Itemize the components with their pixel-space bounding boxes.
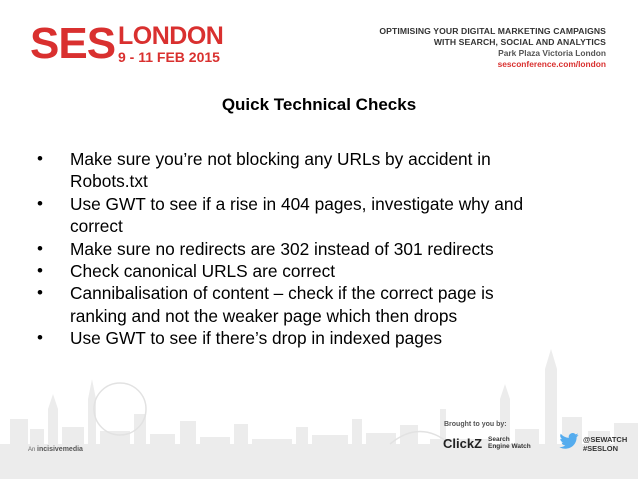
london-skyline-graphic — [0, 339, 638, 479]
bullet-text-line: Make sure you’re not blocking any URLs by accident in — [70, 149, 491, 169]
bullet-icon: • — [37, 149, 43, 168]
bullet-item — [34, 238, 594, 260]
twitter-bird-icon — [559, 433, 579, 449]
bullet-text-line: Cannibalisation of content – check if the correct page is — [70, 283, 494, 304]
hashtag: #SESLON — [583, 444, 619, 453]
bullet-icon: • — [37, 261, 43, 281]
conference-url: sesconference.com/london — [497, 59, 606, 69]
logo-city: LONDON — [118, 22, 224, 50]
incisive-media-logo — [28, 446, 83, 453]
tagline-line-2: WITH SEARCH, SOCIAL AND ANALYTICS — [433, 37, 606, 47]
bullet-text-line: correct — [70, 216, 123, 237]
bullet-icon: • — [37, 238, 43, 258]
bullet-item — [34, 260, 594, 282]
sew-line-2: Engine Watch — [488, 443, 531, 450]
bullet-list — [34, 148, 594, 350]
bullet-text-line: Use GWT to see if a rise in 404 pages, investigate why and — [70, 193, 524, 214]
search-engine-watch-logo — [488, 436, 531, 450]
brought-to-you-label: Brought to you by: — [444, 421, 507, 428]
bullet-item — [34, 148, 594, 193]
logo-ses: SES — [30, 19, 116, 68]
bullet-item — [34, 327, 594, 349]
clickz-logo: ClickZ — [443, 436, 483, 451]
tagline-line-1: OPTIMISING YOUR DIGITAL MARKETING CAMPAIGNS — [379, 26, 606, 36]
twitter-handles — [583, 435, 627, 453]
bullet-item — [34, 193, 594, 238]
bullet-text-line: Make sure no redirects are 302 instead of 301 redirects — [70, 238, 494, 259]
footer-brand: incisivemedia — [37, 446, 83, 453]
bullet-text-line: ranking and not the weaker page which then drops — [70, 305, 458, 326]
sew-line-1: Search — [488, 436, 510, 443]
logo-dates: 9 - 11 FEB 2015 — [118, 49, 220, 65]
venue: Park Plaza Victoria London — [498, 48, 606, 58]
slide-title: Quick Technical Checks — [221, 95, 417, 114]
bullet-icon: • — [37, 328, 43, 348]
bullet-text-line: Robots.txt — [70, 171, 148, 192]
twitter-handle: @SEWATCH — [583, 435, 628, 444]
bullet-icon: • — [37, 283, 43, 303]
bullet-icon: • — [37, 193, 43, 213]
footer-prefix: An — [28, 447, 36, 453]
bullet-item — [34, 282, 594, 327]
header-info — [366, 26, 606, 70]
bullet-text-line: Use GWT to see if there’s drop in indexed pages — [70, 328, 443, 349]
bullet-text-line: Check canonical URLS are correct — [70, 261, 336, 282]
